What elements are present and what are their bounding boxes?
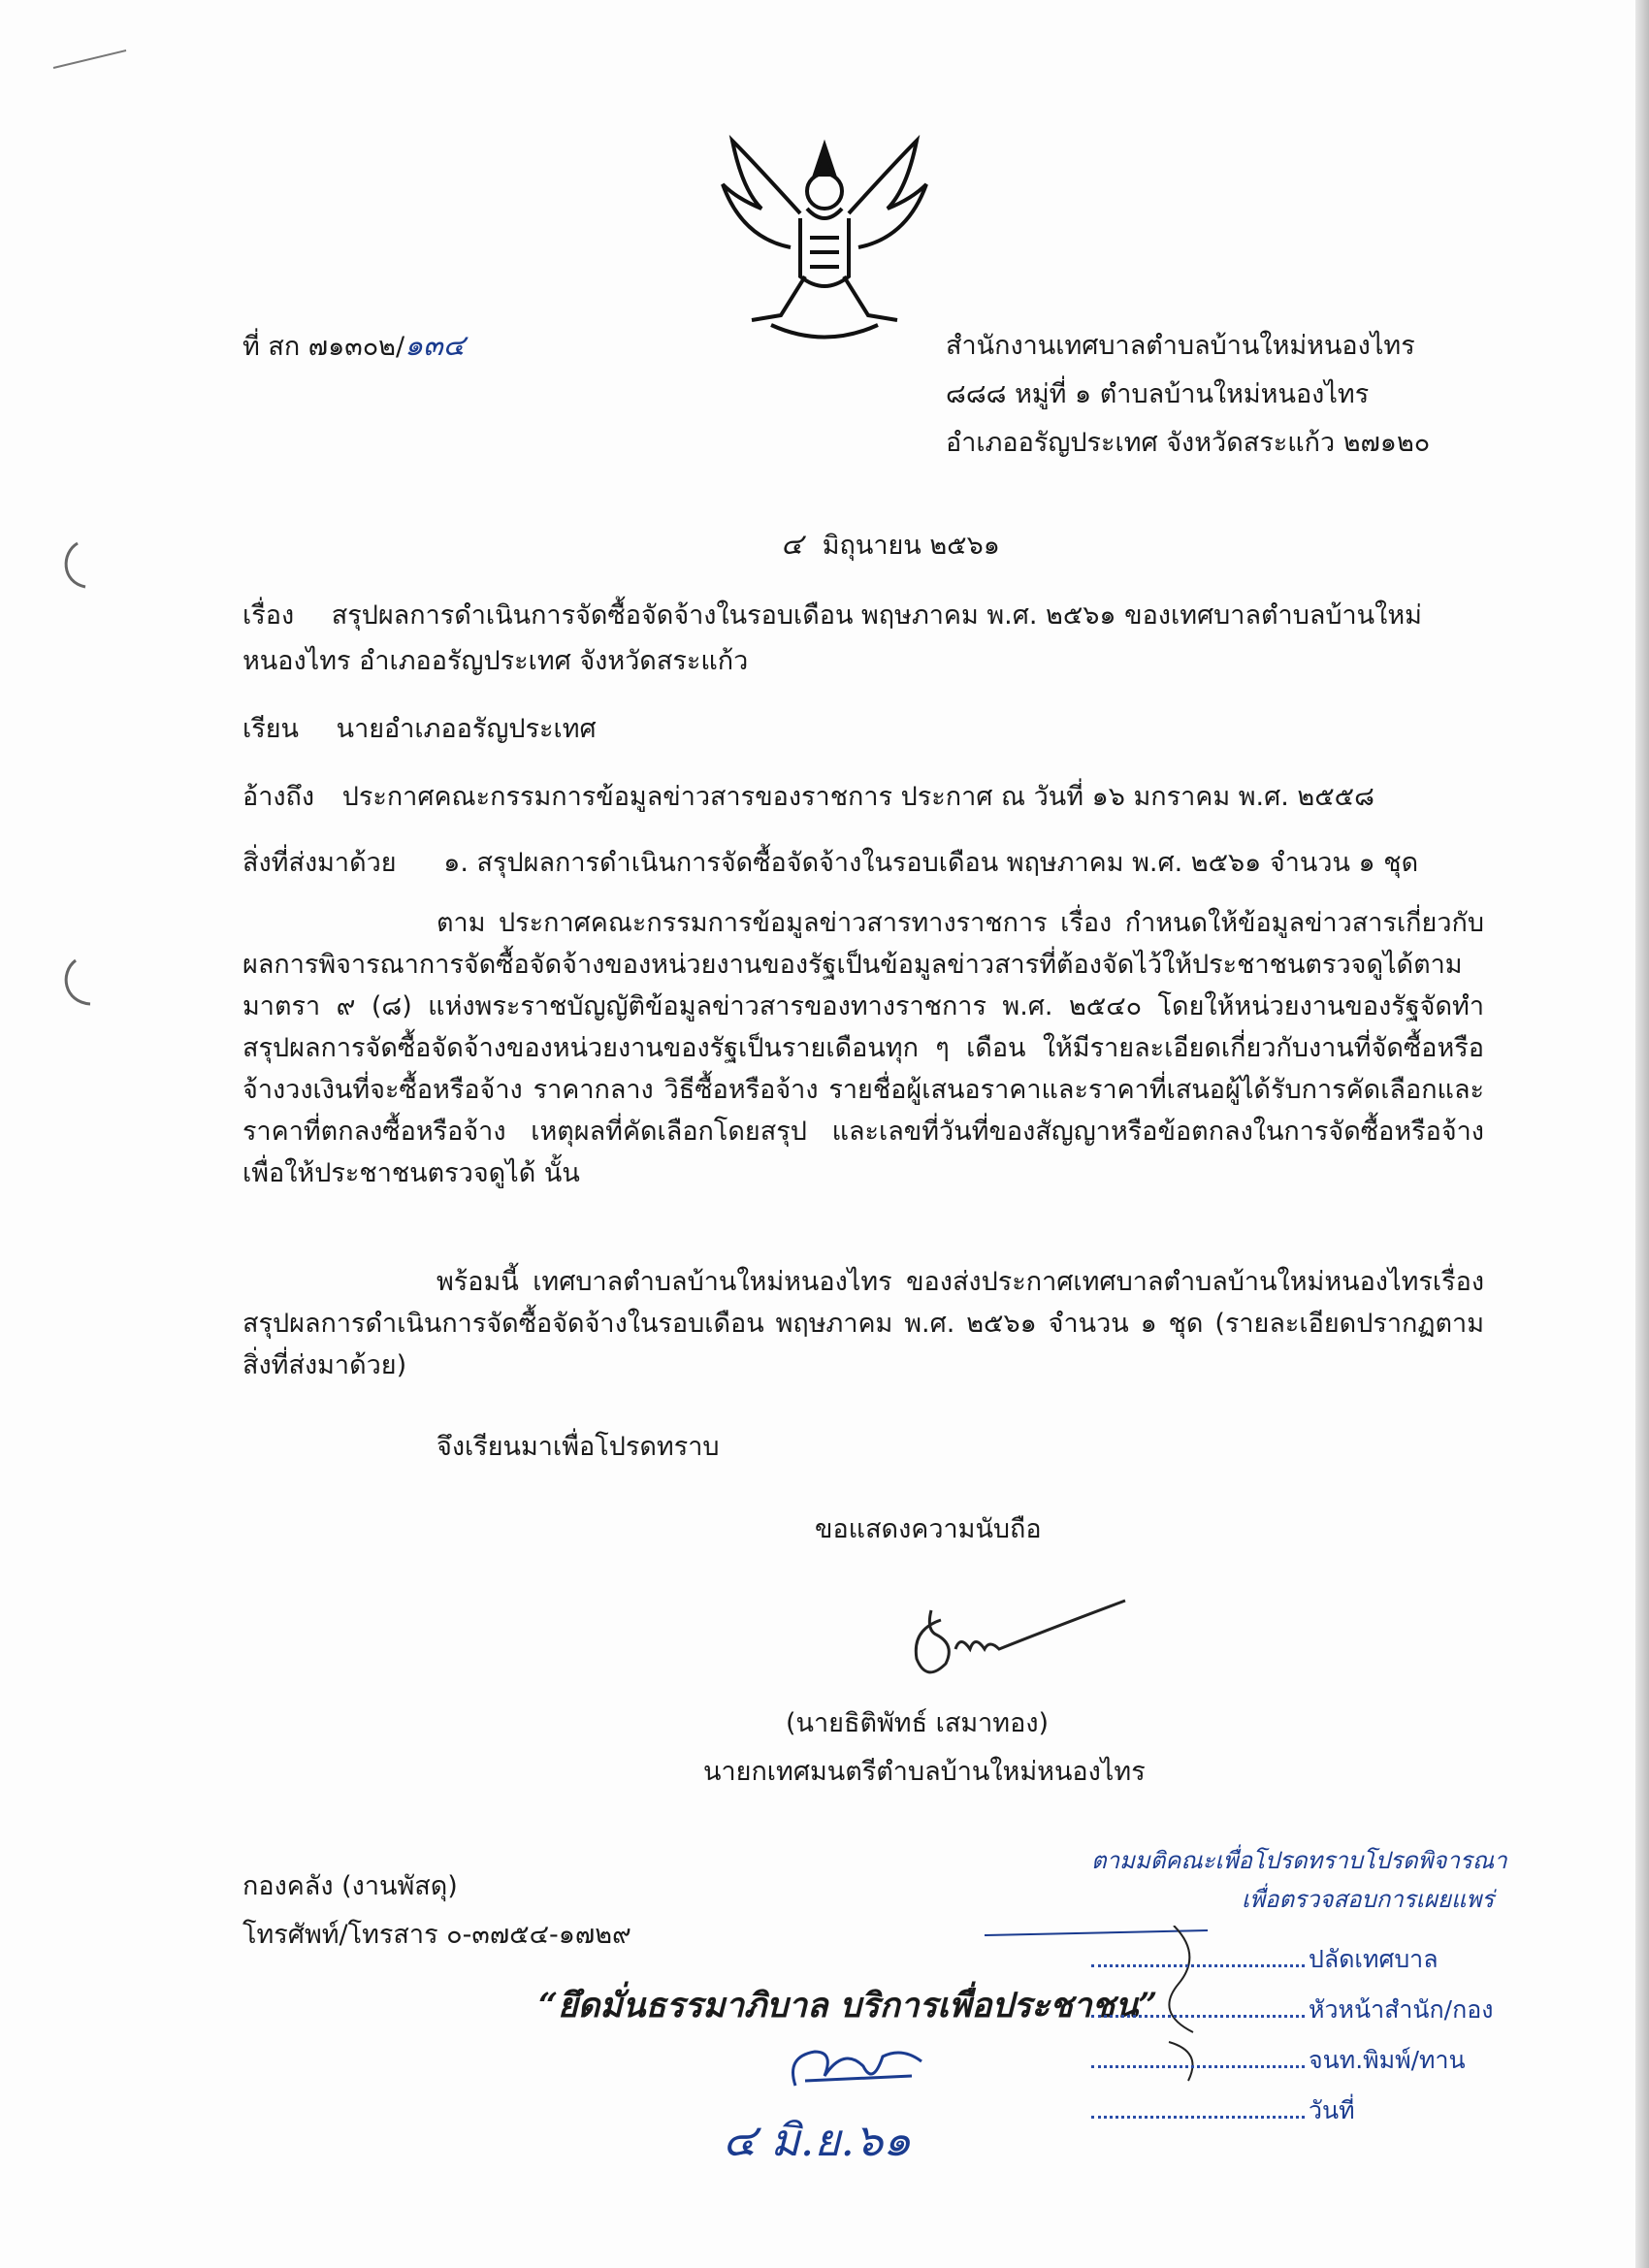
date-month-year: มิถุนายน ๒๕๖๑ bbox=[822, 531, 1000, 561]
phone-fax: โทรศัพท์/โทรสาร ๐-๓๗๕๔-๑๗๒๙ bbox=[242, 1920, 631, 1950]
reference-label: อ้างถึง bbox=[242, 782, 315, 812]
routing-handwritten-note: ตามมติคณะเพื่อโปรดทราบโปรดพิจารณา bbox=[1091, 1847, 1507, 1874]
routing-row bbox=[1091, 1991, 1493, 2029]
routing-handwritten-note: เพื่อตรวจสอบการเผยแพร่ bbox=[1242, 1886, 1495, 1913]
enclosure-line bbox=[242, 847, 1418, 880]
subject-line-continued: หนองไทร อำเภออรัญประเทศ จังหวัดสระแก้ว bbox=[242, 646, 749, 676]
closing: ขอแสดงความนับถือ bbox=[815, 1514, 1042, 1544]
department: กองคลัง (งานพัสดุ) bbox=[242, 1871, 458, 1901]
handwritten-date: ๔ มิ.ย.๖๑ bbox=[723, 2114, 912, 2166]
routing-row-label: วันที่ bbox=[1309, 2096, 1355, 2124]
signer-title: นายกเทศมนตรีตำบลบ้านใหม่หนองไทร bbox=[703, 1757, 1146, 1787]
signer-name: (นายธิติพัทธ์ เสมาทอง) bbox=[786, 1708, 1050, 1738]
reference-handwritten: ๑๓๔ bbox=[404, 329, 466, 363]
subject-line bbox=[242, 599, 1422, 632]
punch-hole-icon bbox=[56, 956, 105, 1014]
scan-edge bbox=[1635, 0, 1649, 2268]
routing-row-label: จนท.พิมพ์/ทาน bbox=[1309, 2046, 1466, 2074]
garuda-emblem-icon bbox=[713, 131, 936, 354]
reference-line bbox=[242, 781, 1374, 814]
reference-number: ที่ สก ๗๑๓๐๒/ bbox=[242, 332, 405, 362]
reference-value: ประกาศคณะกรรมการข้อมูลข่าวสารของราชการ ประกาศ ณ วันที่ ๑๖ มกราคม พ.ศ. ๒๕๕๘ bbox=[341, 782, 1374, 812]
body-paragraph bbox=[242, 902, 1484, 1194]
enclosure-value: ๑. สรุปผลการดำเนินการจัดซื้อจัดจ้างในรอบเดือน พฤษภาคม พ.ศ. ๒๕๖๑ จำนวน ๑ ชุด bbox=[443, 848, 1419, 878]
body-paragraph-text: ตาม ประกาศคณะกรรมการข้อมูลข่าวสารทางราชการ เรื่อง กำหนดให้ข้อมูลข่าวสารเกี่ยวกับผลการพิจารณาการจัดซื้อจัดจ้างของหน่วยงานของรัฐเป็นข้อมูลข่าวสารที่ต้องจัดไว้ให้ประชาชนตรวจดูได้ตามมาตรา ๙ (๘) แห่งพระราชบัญญัติข้อมูลข่าวสารของทางราชการ พ.ศ. ๒๕๔๐ โดยให้หน่วยงานของรัฐจัดทำสรุปผลการจัดซื้อจัดจ้างของหน่วยงานของรัฐเป็นรายเดือนทุก ๆ เดือน ให้มีรายละเอียดเกี่ยวกับงานที่จัดซื้อหรือจ้างวงเงินที่จะซื้อหรือจ้าง ราคากลาง วิธีซื้อหรือจ้าง รายชื่อผู้เสนอราคาและราคาที่เสนอผู้ได้รับการคัดเลือกและราคาที่ตกลงซื้อหรือจ้าง เหตุผลที่คัดเลือกโดยสรุป และเลขที่วันที่ของสัญญาหรือข้อตกลงในการจัดซื้อหรือจ้าง เพื่อให้ประชาชนตรวจดูได้ นั้น bbox=[242, 908, 1484, 1188]
closing-request: จึงเรียนมาเพื่อโปรดทราบ bbox=[436, 1432, 720, 1462]
letter-date bbox=[781, 529, 1000, 563]
routing-row bbox=[1091, 1940, 1439, 1979]
salutation bbox=[242, 713, 597, 746]
routing-row-label: หัวหน้าสำนัก/กอง bbox=[1309, 1995, 1494, 2024]
routing-row bbox=[1091, 2091, 1355, 2130]
sender-address-line: อำเภออรัญประเทศ จังหวัดสระแก้ว ๒๗๑๒๐ bbox=[946, 428, 1431, 458]
letter-reference bbox=[242, 330, 465, 364]
body-paragraph bbox=[242, 1261, 1484, 1386]
initials-signature-icon bbox=[776, 2037, 941, 2115]
routing-row-label: ปลัดเทศบาล bbox=[1309, 1945, 1439, 1973]
routing-row bbox=[1091, 2041, 1466, 2080]
subject-label: เรื่อง bbox=[242, 600, 295, 631]
signature-icon bbox=[902, 1591, 1135, 1698]
sender-address-line: สำนักงานเทศบาลตำบลบ้านใหม่หนองไทร bbox=[946, 331, 1415, 361]
to-label: เรียน bbox=[242, 714, 300, 744]
body-paragraph-text: พร้อมนี้ เทศบาลตำบลบ้านใหม่หนองไทร ของส่งประกาศเทศบาลตำบลบ้านใหม่หนองไทรเรื่อง สรุปผลการดำเนินการจัดซื้อจัดจ้างในรอบเดือน พฤษภาคม พ.ศ. ๒๕๖๑ จำนวน ๑ ชุด (รายละเอียดปรากฏตามสิ่งที่ส่งมาด้วย) bbox=[242, 1267, 1484, 1380]
sender-address-line: ๘๘๘ หมู่ที่ ๑ ตำบลบ้านใหม่หนองไทร bbox=[946, 379, 1370, 409]
punch-hole-icon bbox=[56, 538, 105, 597]
motto: “ยึดมั่นธรรมาภิบาล บริการเพื่อประชาชน” bbox=[538, 1986, 1158, 2025]
scan-mark bbox=[48, 39, 136, 78]
date-day-handwritten: ๔ bbox=[781, 528, 803, 562]
enclosure-label: สิ่งที่ส่งมาด้วย bbox=[242, 848, 397, 878]
subject-text: สรุปผลการดำเนินการจัดซื้อจัดจ้างในรอบเดือน พฤษภาคม พ.ศ. ๒๕๖๑ ของเทศบาลตำบลบ้านใหม่ bbox=[331, 600, 1422, 631]
to-value: นายอำเภออรัญประเทศ bbox=[336, 714, 597, 744]
